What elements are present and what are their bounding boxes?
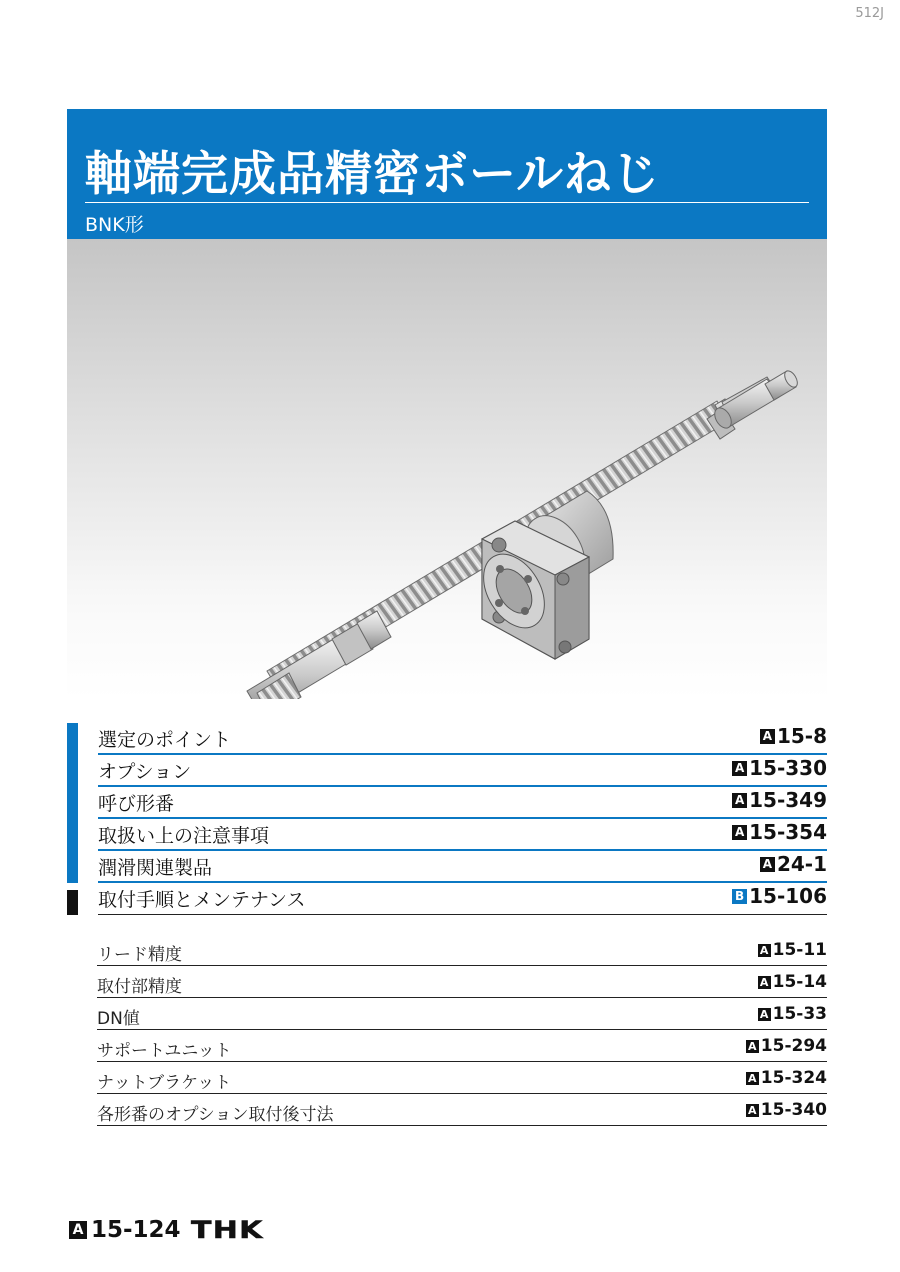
page-number: 15-11 bbox=[772, 940, 827, 960]
list-item[interactable] bbox=[67, 819, 827, 851]
catalog-badge: A bbox=[69, 1221, 87, 1239]
hero bbox=[67, 109, 827, 699]
reference-label: リード精度 bbox=[97, 945, 182, 965]
page-number: 15-324 bbox=[760, 1068, 827, 1088]
list-item[interactable] bbox=[67, 851, 827, 883]
title-bar bbox=[67, 109, 827, 239]
page-number: 15-354 bbox=[749, 820, 827, 844]
reference-label: 取付部精度 bbox=[97, 977, 182, 997]
catalog-badge: A bbox=[758, 976, 771, 989]
reference-label: 取付手順とメンテナンス bbox=[98, 889, 306, 911]
page-number: 15-340 bbox=[760, 1100, 827, 1120]
right-journal bbox=[707, 369, 800, 439]
page-number: 15-349 bbox=[749, 788, 827, 812]
title-divider bbox=[85, 202, 809, 203]
reference-page[interactable] bbox=[760, 852, 827, 876]
reference-label: 呼び形番 bbox=[98, 793, 175, 815]
primary-reference-list bbox=[67, 723, 827, 915]
reference-label: DN値 bbox=[97, 1009, 140, 1029]
reference-page[interactable] bbox=[732, 884, 827, 908]
reference-label: サポートユニット bbox=[97, 1041, 232, 1061]
section-marker bbox=[67, 851, 78, 883]
page-footer bbox=[69, 1216, 264, 1244]
reference-page[interactable] bbox=[732, 820, 827, 844]
reference-label: オプション bbox=[98, 761, 192, 783]
reference-label: 取扱い上の注意事項 bbox=[98, 825, 270, 847]
page-number: 15-330 bbox=[749, 756, 827, 780]
list-item[interactable] bbox=[97, 998, 827, 1030]
section-marker bbox=[67, 787, 78, 819]
reference-page[interactable] bbox=[746, 1100, 827, 1120]
reference-page[interactable] bbox=[760, 724, 827, 748]
catalog-badge: A bbox=[758, 944, 771, 957]
list-item[interactable] bbox=[97, 966, 827, 998]
reference-label: ナットブラケット bbox=[97, 1073, 232, 1093]
list-item[interactable] bbox=[97, 1062, 827, 1094]
list-item[interactable] bbox=[67, 755, 827, 787]
reference-page[interactable] bbox=[758, 972, 827, 992]
list-item[interactable] bbox=[97, 934, 827, 966]
divider bbox=[98, 914, 827, 916]
list-item[interactable] bbox=[67, 883, 827, 915]
product-photo bbox=[67, 239, 827, 699]
reference-page[interactable] bbox=[746, 1036, 827, 1056]
page-code: 512J bbox=[855, 6, 884, 21]
page-number: 15-106 bbox=[749, 884, 827, 908]
page-subtitle: BNK形 bbox=[85, 214, 144, 236]
footer-page-number: 15-124 bbox=[91, 1217, 181, 1243]
catalog-badge: A bbox=[732, 793, 747, 808]
catalog-badge: A bbox=[760, 857, 775, 872]
catalog-badge: A bbox=[746, 1072, 759, 1085]
ball-nut bbox=[471, 491, 613, 659]
catalog-badge: A bbox=[746, 1104, 759, 1117]
section-marker bbox=[67, 755, 78, 787]
reference-page[interactable] bbox=[758, 1004, 827, 1024]
secondary-reference-list bbox=[97, 934, 827, 1126]
reference-label: 選定のポイント bbox=[98, 729, 232, 751]
reference-page[interactable] bbox=[732, 756, 827, 780]
section-marker bbox=[67, 723, 78, 755]
page-number: 15-33 bbox=[772, 1004, 827, 1024]
divider bbox=[97, 1125, 827, 1127]
page-number: 15-294 bbox=[760, 1036, 827, 1056]
page-number: 15-8 bbox=[776, 724, 827, 748]
catalog-badge: A bbox=[746, 1040, 759, 1053]
list-item[interactable] bbox=[97, 1094, 827, 1126]
reference-page[interactable] bbox=[732, 788, 827, 812]
reference-page[interactable] bbox=[758, 940, 827, 960]
section-marker bbox=[67, 890, 78, 915]
catalog-badge: B bbox=[732, 889, 747, 904]
ball-screw-illustration bbox=[67, 239, 827, 699]
list-item[interactable] bbox=[67, 723, 827, 755]
list-item[interactable] bbox=[97, 1030, 827, 1062]
catalog-badge: A bbox=[732, 761, 747, 776]
thk-logo: THK bbox=[190, 1216, 264, 1244]
reference-label: 各形番のオプション取付後寸法 bbox=[97, 1105, 334, 1125]
section-marker bbox=[67, 819, 78, 851]
reference-label: 潤滑関連製品 bbox=[98, 857, 213, 879]
catalog-badge: A bbox=[758, 1008, 771, 1021]
catalog-badge: A bbox=[760, 729, 775, 744]
list-item[interactable] bbox=[67, 787, 827, 819]
page-number: 15-14 bbox=[772, 972, 827, 992]
page-number: 24-1 bbox=[776, 852, 827, 876]
reference-page[interactable] bbox=[746, 1068, 827, 1088]
page-title: 軸端完成品精密ボールねじ bbox=[85, 147, 661, 202]
catalog-badge: A bbox=[732, 825, 747, 840]
